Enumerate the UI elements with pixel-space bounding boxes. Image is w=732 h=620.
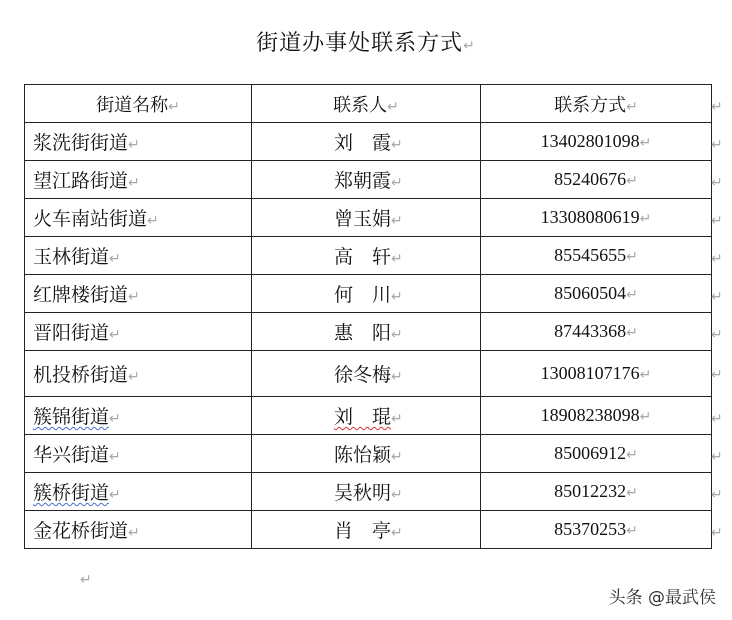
contact-cell[interactable]: 郑朝霞↵: [252, 161, 481, 199]
row-end-mark-icon: ↵: [711, 525, 723, 541]
phone-cell[interactable]: 85006912↵: [481, 435, 712, 473]
phone-cell[interactable]: 13308080619↵: [481, 199, 712, 237]
street-cell[interactable]: 红牌楼街道↵: [25, 275, 252, 313]
phone-cell[interactable]: 13402801098↵: [481, 123, 712, 161]
row-end-mark-icon: ↵: [711, 367, 723, 383]
phone-cell[interactable]: 85545655↵: [481, 237, 712, 275]
header-contact[interactable]: 联系人↵: [252, 85, 481, 123]
table-header-row: [25, 85, 712, 123]
paragraph-mark-icon: ↵: [626, 485, 638, 501]
row-end-mark-icon: ↵: [711, 251, 723, 267]
paragraph-mark-icon: ↵: [391, 175, 403, 191]
paragraph-mark-icon: ↵: [463, 38, 476, 54]
phone-cell[interactable]: 85060504↵: [481, 275, 712, 313]
paragraph-mark-icon: ↵: [391, 411, 403, 427]
row-end-mark-icon: ↵: [711, 175, 723, 191]
paragraph-mark-icon: ↵: [639, 409, 652, 425]
contacts-table: [24, 84, 712, 549]
paragraph-mark-icon: ↵: [109, 251, 121, 267]
phone-cell[interactable]: 87443368↵: [481, 313, 712, 351]
street-cell[interactable]: 华兴街道↵: [25, 435, 252, 473]
contact-cell[interactable]: 徐冬梅↵: [252, 351, 481, 397]
paragraph-mark-icon: ↵: [109, 327, 121, 343]
row-end-marks: [711, 84, 731, 548]
table-row: [25, 473, 712, 511]
header-street[interactable]: 街道名称↵: [25, 85, 252, 123]
table-row: [25, 397, 712, 435]
paragraph-mark-icon: ↵: [626, 325, 638, 341]
table-row: [25, 237, 712, 275]
street-cell[interactable]: 浆洗街街道↵: [25, 123, 252, 161]
street-cell[interactable]: 金花桥街道↵: [25, 511, 252, 549]
phone-cell[interactable]: 13008107176↵: [481, 351, 712, 397]
phone-cell[interactable]: 85240676↵: [481, 161, 712, 199]
paragraph-mark-icon: ↵: [391, 327, 403, 343]
paragraph-mark-icon: ↵: [626, 287, 638, 303]
street-cell[interactable]: 簇桥街道↵: [25, 473, 252, 511]
row-end-mark-icon: ↵: [711, 289, 723, 305]
table-row: [25, 123, 712, 161]
paragraph-mark-icon: ↵: [391, 289, 403, 305]
paragraph-mark-icon: ↵: [391, 449, 403, 465]
watermark: 头条 @最武侯: [608, 588, 716, 608]
header-phone[interactable]: 联系方式↵: [481, 85, 712, 123]
paragraph-mark-icon: ↵: [109, 449, 121, 465]
paragraph-mark-icon: ↵: [128, 369, 140, 385]
table-row: [25, 435, 712, 473]
contact-cell[interactable]: 刘 霞↵: [252, 123, 481, 161]
street-cell[interactable]: 簇锦街道↵: [25, 397, 252, 435]
paragraph-mark-icon: ↵: [109, 487, 121, 503]
contact-cell[interactable]: 陈怡颖↵: [252, 435, 481, 473]
paragraph-mark-icon: ↵: [387, 98, 399, 115]
paragraph-mark-icon: ↵: [80, 572, 92, 588]
street-cell[interactable]: 玉林街道↵: [25, 237, 252, 275]
street-cell[interactable]: 机投桥街道↵: [25, 351, 252, 397]
paragraph-mark-icon: ↵: [391, 487, 403, 503]
phone-cell[interactable]: 85012232↵: [481, 473, 712, 511]
paragraph-mark-icon: ↵: [128, 289, 140, 305]
contact-cell[interactable]: 高 轩↵: [252, 237, 481, 275]
row-end-mark-icon: ↵: [711, 449, 723, 465]
paragraph-mark-icon: ↵: [639, 367, 652, 383]
street-cell[interactable]: 晋阳街道↵: [25, 313, 252, 351]
contact-cell[interactable]: 肖 亭↵: [252, 511, 481, 549]
table-row: [25, 199, 712, 237]
row-end-mark-icon: ↵: [711, 411, 723, 427]
paragraph-mark-icon: ↵: [128, 137, 140, 153]
paragraph-mark-icon: ↵: [109, 411, 121, 427]
table-row: [25, 511, 712, 549]
contact-cell[interactable]: 惠 阳↵: [252, 313, 481, 351]
paragraph-mark-icon: ↵: [128, 175, 140, 191]
street-cell[interactable]: 火车南站街道↵: [25, 199, 252, 237]
row-end-mark-icon: ↵: [711, 137, 723, 153]
table-row: [25, 275, 712, 313]
paragraph-mark-icon: ↵: [639, 135, 652, 151]
phone-cell[interactable]: 85370253↵: [481, 511, 712, 549]
row-end-mark-icon: ↵: [711, 99, 723, 115]
contact-cell[interactable]: 刘 琨↵: [252, 397, 481, 435]
paragraph-mark-icon: ↵: [391, 137, 403, 153]
paragraph-mark-icon: ↵: [626, 249, 638, 265]
paragraph-mark-icon: ↵: [391, 251, 403, 267]
table-row: [25, 351, 712, 397]
row-end-mark-icon: ↵: [711, 487, 723, 503]
street-cell[interactable]: 望江路街道↵: [25, 161, 252, 199]
row-end-mark-icon: ↵: [711, 327, 723, 343]
document-title: [0, 26, 732, 57]
document-title-text: 街道办事处联系方式: [256, 31, 464, 56]
paragraph-mark-icon: ↵: [128, 525, 140, 541]
contact-cell[interactable]: 吴秋明↵: [252, 473, 481, 511]
paragraph-mark-icon: ↵: [168, 98, 180, 115]
paragraph-mark-icon: ↵: [626, 98, 638, 115]
paragraph-mark-icon: ↵: [626, 173, 638, 189]
paragraph-mark-icon: ↵: [626, 523, 638, 539]
table-row: [25, 313, 712, 351]
paragraph-mark-icon: ↵: [639, 211, 652, 227]
row-end-mark-icon: ↵: [711, 213, 723, 229]
table-row: [25, 161, 712, 199]
paragraph-mark-icon: ↵: [391, 213, 403, 229]
contact-cell[interactable]: 曾玉娟↵: [252, 199, 481, 237]
contact-cell[interactable]: 何 川↵: [252, 275, 481, 313]
phone-cell[interactable]: 18908238098↵: [481, 397, 712, 435]
paragraph-mark-icon: ↵: [626, 447, 638, 463]
paragraph-mark-icon: ↵: [147, 213, 159, 229]
paragraph-mark-icon: ↵: [391, 525, 403, 541]
paragraph-mark-icon: ↵: [391, 369, 403, 385]
